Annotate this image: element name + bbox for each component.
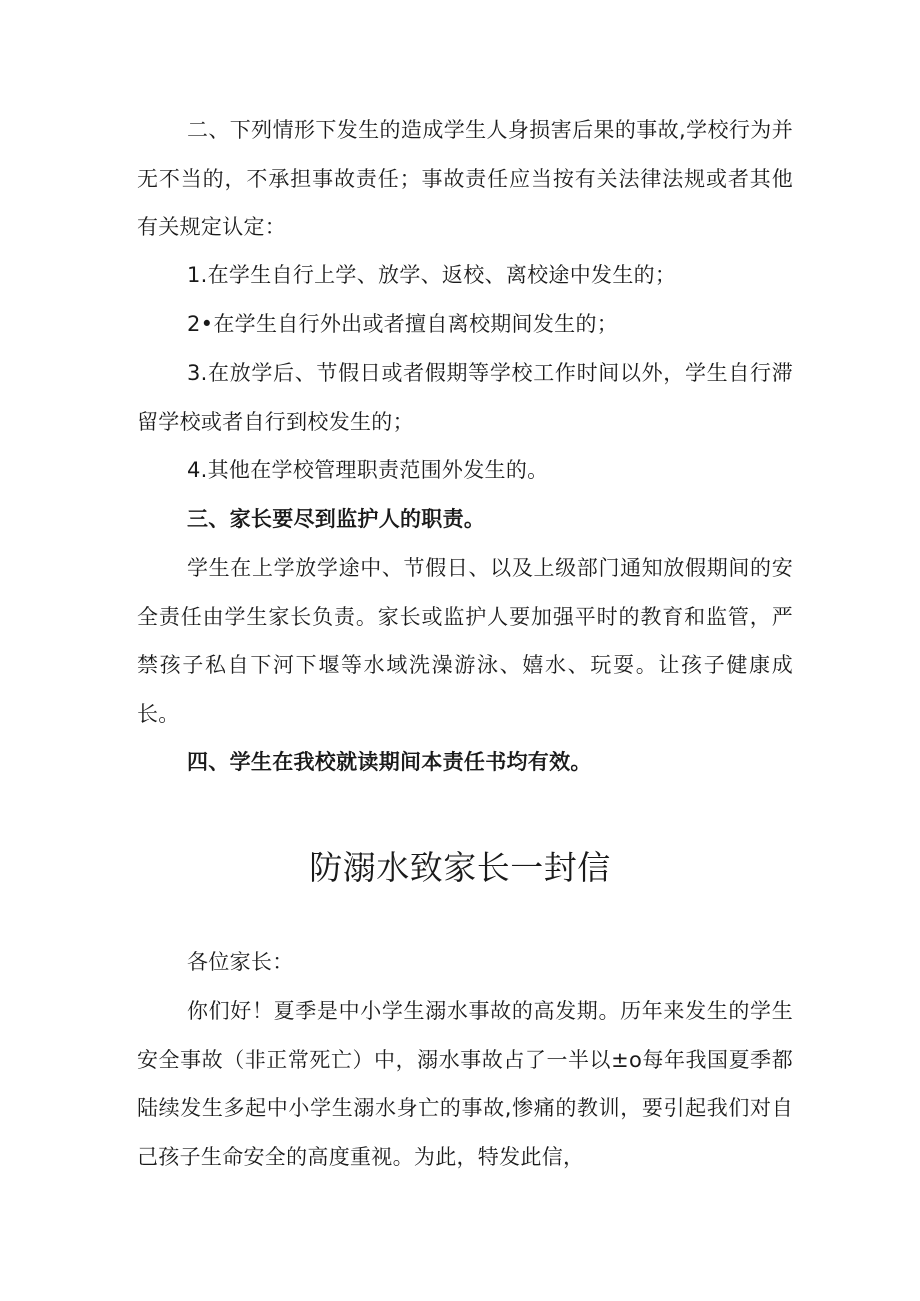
section-three-body: 学生在上学放学途中、节假日、以及上级部门通知放假期间的安全责任由学生家长负责。家长或监护人要加强平时的教育和监管，严禁孩子私自下河下堰等水域洗澡游泳、嬉水、玩耍。让孩子健康成长。 bbox=[137, 556, 793, 726]
section-two-heading: 二、下列情形下发生的造成学生人身损害后果的事故,学校行为并无不当的，不承担事故责任；事故责任应当按有关法律法规或者其他有关规定认定： bbox=[137, 118, 793, 239]
letter-salutation: 各位家长： bbox=[187, 950, 294, 974]
section-two-item-1: 1.在学生自行上学、放学、返校、离校途中发生的； bbox=[187, 263, 677, 287]
letter-body: 你们好！夏季是中小学生溺水事故的高发期。历年来发生的学生安全事故（非正常死亡）中，溺水事故占了一半以±o每年我国夏季都陆续发生多起中小学生溺水身亡的事故,惨痛的教训，要引起我们对自己孩子生命安全的高度重视。为此，特发此信， bbox=[137, 999, 793, 1169]
section-two-item-2: 2•在学生自行外出或者擅自离校期间发生的； bbox=[187, 312, 619, 336]
section-two-item-4: 4.其他在学校管理职责范围外发生的。 bbox=[187, 458, 549, 482]
section-three-heading: 三、家长要尽到监护人的职责。 bbox=[187, 507, 486, 531]
letter-title: 防溺水致家长一封信 bbox=[309, 848, 611, 887]
section-four-heading: 四、学生在我校就读期间本责任书均有效。 bbox=[187, 750, 592, 774]
section-two-item-3: 3.在放学后、节假日或者假期等学校工作时间以外，学生自行滞留学校或者自行到校发生的； bbox=[137, 361, 793, 434]
